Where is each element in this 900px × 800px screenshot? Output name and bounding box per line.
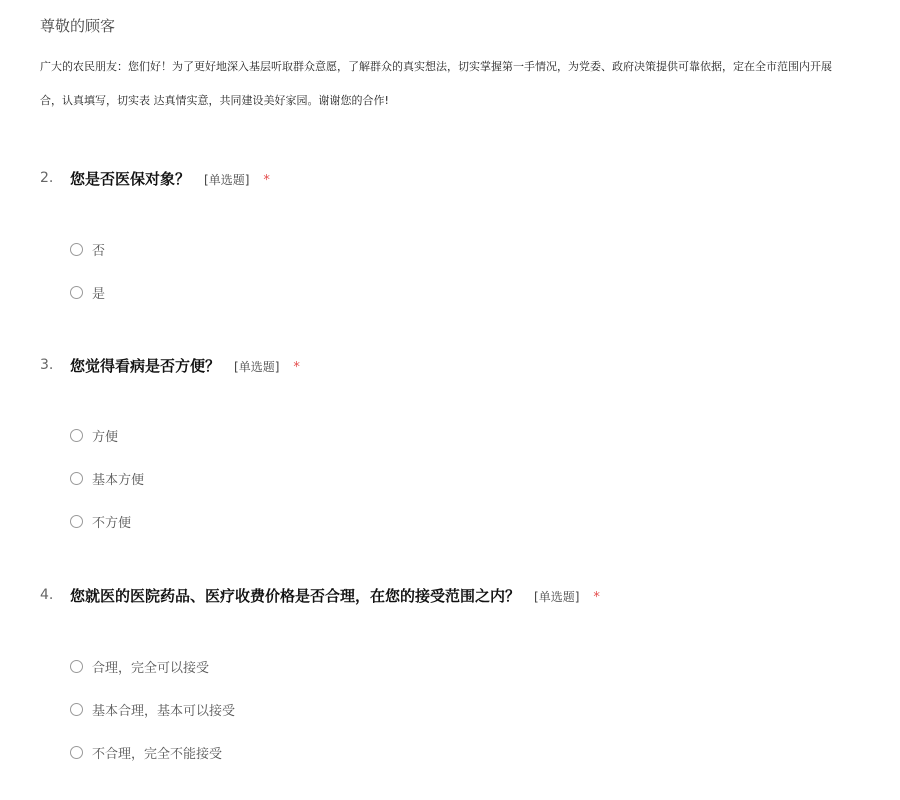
radio-button[interactable] bbox=[70, 660, 83, 673]
radio-button[interactable] bbox=[70, 515, 83, 528]
intro-text-line-2: 合，认真填写，切实表 达真情实意，共同建设美好家园。谢谢您的合作! bbox=[40, 94, 389, 107]
question-3 bbox=[40, 355, 900, 379]
question-header bbox=[40, 355, 900, 379]
required-marker: * bbox=[293, 360, 300, 375]
question-type-label: [单选题] bbox=[204, 173, 250, 187]
required-marker: * bbox=[263, 173, 270, 188]
question-title bbox=[70, 585, 600, 606]
option-label: 不合理，完全不能接受 bbox=[92, 746, 223, 762]
question-title bbox=[70, 355, 300, 376]
question-title-text: 您觉得看病是否方便？ bbox=[70, 357, 221, 375]
option-yes[interactable] bbox=[70, 282, 105, 302]
option-reasonable[interactable] bbox=[70, 656, 209, 676]
question-2 bbox=[40, 168, 900, 192]
radio-button[interactable] bbox=[70, 429, 83, 442]
question-title bbox=[70, 168, 270, 189]
option-convenient[interactable] bbox=[70, 425, 118, 445]
radio-button[interactable] bbox=[70, 472, 83, 485]
option-label: 基本合理，基本可以接受 bbox=[92, 703, 236, 719]
question-header bbox=[40, 585, 900, 609]
option-inconvenient[interactable] bbox=[70, 511, 131, 531]
question-title-text: 您就医的医院药品、医疗收费价格是否合理，在您的接受范围之内？ bbox=[70, 587, 521, 605]
radio-button[interactable] bbox=[70, 746, 83, 759]
option-label: 否 bbox=[92, 243, 106, 259]
question-number: 4. bbox=[40, 587, 54, 603]
radio-button[interactable] bbox=[70, 703, 83, 716]
question-header bbox=[40, 168, 900, 192]
option-basically-reasonable[interactable] bbox=[70, 699, 235, 719]
question-title-text: 您是否医保对象？ bbox=[70, 170, 191, 188]
option-no[interactable] bbox=[70, 239, 105, 259]
question-type-label: [单选题] bbox=[234, 360, 280, 374]
question-number: 3. bbox=[40, 357, 54, 373]
option-unreasonable[interactable] bbox=[70, 742, 222, 762]
question-number: 2. bbox=[40, 170, 54, 186]
option-label: 合理，完全可以接受 bbox=[92, 660, 210, 676]
question-4 bbox=[40, 585, 900, 609]
intro-text-line-1: 广大的农民朋友：您们好！为了更好地深入基层听取群众意愿，了解群众的真实想法，切实掌握第一手情况，为党委、政府决策提供可靠依据，定在全市范围内开展 bbox=[40, 60, 832, 73]
option-label: 是 bbox=[92, 286, 106, 302]
greeting-heading: 尊敬的顾客 bbox=[40, 17, 116, 35]
required-marker: * bbox=[593, 590, 600, 605]
question-type-label: [单选题] bbox=[534, 590, 580, 604]
option-label: 基本方便 bbox=[92, 472, 145, 488]
option-label: 不方便 bbox=[92, 515, 132, 531]
option-label: 方便 bbox=[92, 429, 119, 445]
option-basically-convenient[interactable] bbox=[70, 468, 144, 488]
radio-button[interactable] bbox=[70, 243, 83, 256]
radio-button[interactable] bbox=[70, 286, 83, 299]
